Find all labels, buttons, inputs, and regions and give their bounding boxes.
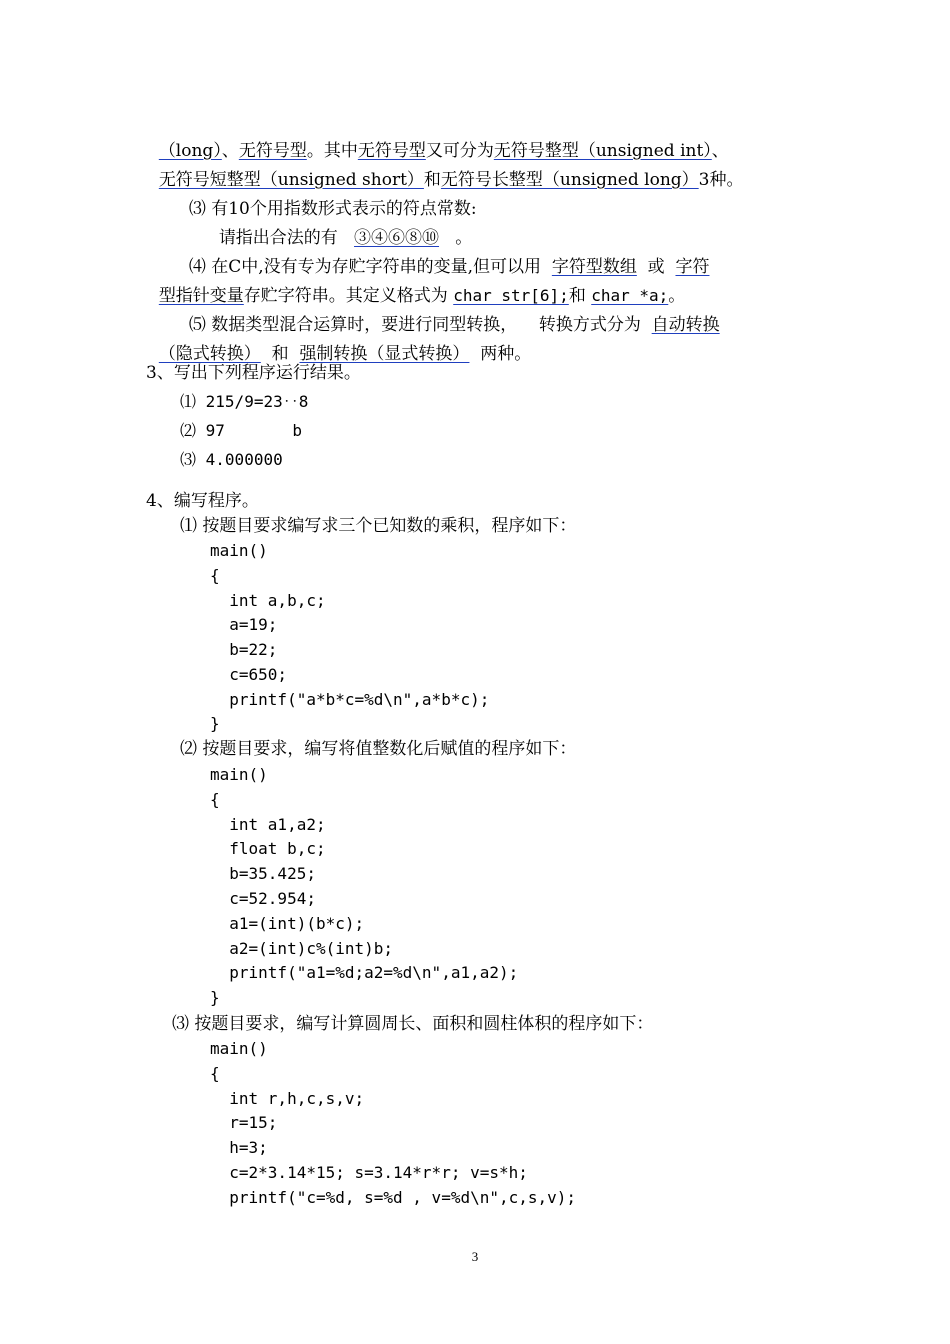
q4-label: ⑷ [188, 257, 206, 277]
code-line: printf("a1=%d;a2=%d\n",a1,a2); [210, 963, 519, 982]
text: 3种。 [698, 170, 744, 190]
code-line: c=2*3.14*15; s=3.14*r*r; v=s*h; [210, 1163, 528, 1182]
text: 又可分为 [425, 141, 494, 161]
text: 、 [221, 141, 239, 161]
blank-unsigned-type: 无符号型 [238, 141, 307, 161]
text: 。 [668, 286, 686, 306]
code-line: } [210, 714, 220, 733]
program-label: ⑶ [172, 1014, 189, 1034]
code-line: printf("a*b*c=%d\n",a*b*c); [210, 690, 490, 709]
program-label: ⑵ [180, 739, 197, 759]
text: 数据类型混合运算时，要进行同型转换， [211, 315, 518, 335]
blank-char-ptr: char *a; [591, 286, 669, 305]
blank-forced-conversion: 强制转换（显式转换） [299, 344, 470, 364]
blank-q3-answer: ③④⑥⑧⑩ [354, 228, 440, 248]
program-1-title [180, 515, 576, 537]
blank-long: （long） [158, 141, 222, 161]
blank-unsigned-int: 无符号整型（unsigned int） [493, 141, 712, 161]
code-line: b=22; [210, 640, 278, 659]
program-2-title [180, 738, 576, 760]
code-line: { [210, 1064, 220, 1083]
section-3-heading: 3、写出下列程序运行结果。 [146, 363, 361, 383]
text: 请指出合法的有 [218, 228, 338, 248]
code-line: main() [210, 1039, 268, 1058]
code-line: r=15; [210, 1113, 278, 1132]
code-line: a2=(int)c%(int)b; [210, 939, 394, 958]
code-line: main() [210, 541, 268, 560]
program-title: 按题目要求，编写将值整数化后赋值的程序如下： [202, 739, 577, 759]
item-label: ⑵ [180, 421, 197, 440]
s3-item-2 [180, 420, 302, 442]
code-line: { [210, 790, 220, 809]
blank-char-pointer-2: 型指针变量 [158, 286, 244, 306]
item-text: 97 b [205, 421, 302, 440]
text: 存贮字符串。其定义格式为 [243, 286, 448, 306]
q3-text: 有10个用指数形式表示的符点常数: [211, 199, 477, 219]
code-line: c=52.954; [210, 889, 316, 908]
blank-unsigned-long: 无符号长整型（unsigned long） [440, 170, 699, 190]
page-number: 3 [471, 1249, 479, 1264]
text: 和 [568, 286, 586, 306]
blank-char-str: char str[6]; [453, 286, 569, 305]
code-line: a1=(int)(b*c); [210, 914, 365, 933]
program-3-title [172, 1013, 653, 1035]
blank-char-array: 字符型数组 [551, 257, 637, 277]
program-label: ⑴ [180, 516, 197, 536]
code-line: float b,c; [210, 839, 326, 858]
q5-line-2 [148, 321, 531, 365]
text: 。 [455, 228, 473, 248]
code-line: c=650; [210, 665, 288, 684]
item-text: 215/9=23‥8 [205, 392, 309, 411]
code-line: a=19; [210, 615, 278, 634]
code-line: } [210, 988, 220, 1007]
code-line: printf("c=%d, s=%d , v=%d\n",c,s,v); [210, 1188, 577, 1207]
text: 和 [423, 170, 441, 190]
text: 、 [711, 141, 729, 161]
blank-auto-conversion-2: （隐式转换） [158, 344, 261, 364]
code-line: { [210, 566, 220, 585]
item-label: ⑴ [180, 392, 197, 411]
code-line: h=3; [210, 1138, 268, 1157]
code-line: main() [210, 765, 268, 784]
text: 在C中,没有专为存贮字符串的变量,但可以用 [211, 257, 542, 277]
section-4-heading: 4、编写程序。 [146, 491, 259, 511]
text: 和 [271, 344, 289, 364]
text: 。其中 [306, 141, 358, 161]
code-line: int a1,a2; [210, 815, 326, 834]
s3-item-3 [180, 449, 283, 471]
q3-label: ⑶ [188, 199, 206, 219]
item-text: 4.000000 [205, 450, 283, 469]
blank-char-pointer-1: 字符 [675, 257, 710, 277]
blank-unsigned-short: 无符号短整型（unsigned short） [158, 170, 424, 190]
text: 转换方式分为 [538, 315, 641, 335]
program-title: 按题目要求编写求三个已知数的乘积，程序如下： [202, 516, 577, 536]
blank-unsigned-type-2: 无符号型 [357, 141, 426, 161]
program-title: 按题目要求，编写计算圆周长、面积和圆柱体积的程序如下： [194, 1014, 654, 1034]
code-line: b=35.425; [210, 864, 316, 883]
q5-label: ⑸ [188, 315, 206, 335]
item-label: ⑶ [180, 450, 197, 469]
code-line: int r,h,c,s,v; [210, 1089, 365, 1108]
text: 两种。 [480, 344, 532, 364]
text: 或 [647, 257, 665, 277]
s3-item-1 [180, 391, 308, 413]
code-line: int a,b,c; [210, 591, 326, 610]
blank-auto-conversion-1: 自动转换 [651, 315, 720, 335]
